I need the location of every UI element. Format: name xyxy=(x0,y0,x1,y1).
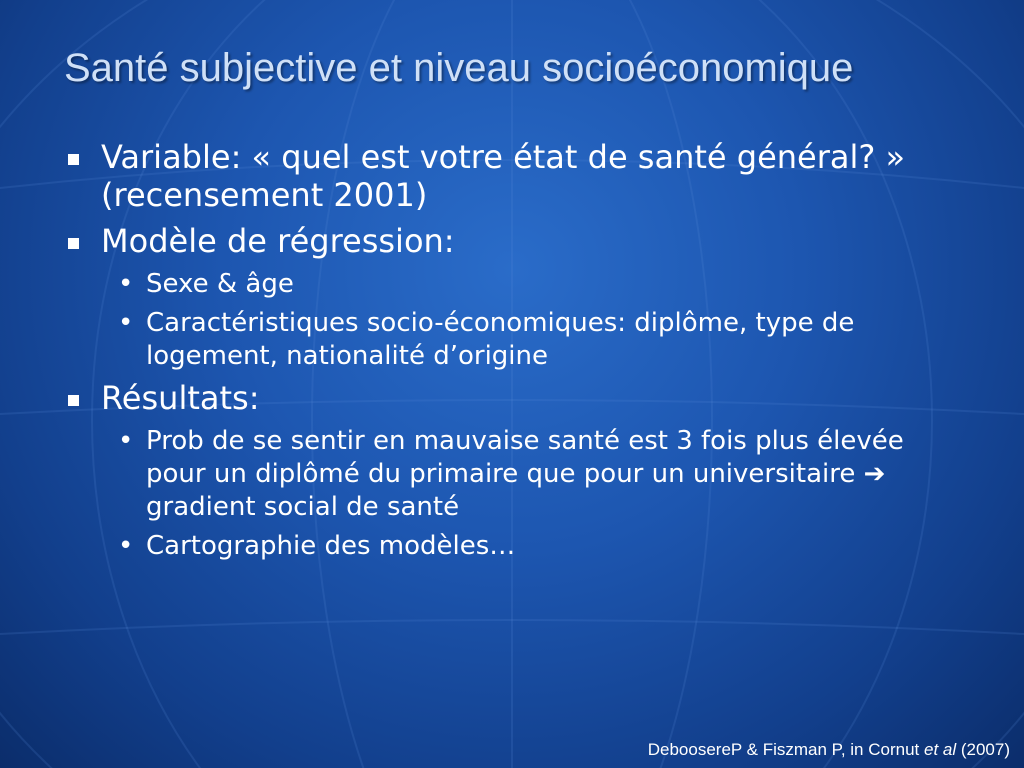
sub-bullet-text: Sexe & âge xyxy=(146,269,294,299)
slide-content xyxy=(64,138,964,569)
bullet-text: Variable: « quel est votre état de santé général? » (recensement 2001) xyxy=(101,138,906,214)
bullet-variable xyxy=(64,138,964,214)
citation-authors: DeboosereP & Fiszman P, in Cornut xyxy=(647,740,920,759)
citation xyxy=(648,740,1010,760)
citation-year: (2007) xyxy=(960,740,1010,759)
citation-etal: et al xyxy=(923,740,957,759)
dot-bullet-icon: • xyxy=(118,531,134,561)
square-bullet-icon xyxy=(68,395,79,406)
square-bullet-icon xyxy=(68,154,79,165)
sub-bullet-text: Caractéristiques socio-économiques: diplôme, type de logement, nationalité d’origine xyxy=(146,308,855,371)
sub-bullet-probabilite xyxy=(64,425,964,524)
sub-bullet-text: Prob de se sentir en mauvaise santé est 3 fois plus élevée pour un diplômé du primaire que pour un universitaire xyxy=(146,426,904,489)
right-arrow-icon: ➔ xyxy=(863,459,886,489)
dot-bullet-icon: • xyxy=(118,308,134,338)
dot-bullet-icon: • xyxy=(118,426,134,456)
bullet-modele xyxy=(64,222,964,260)
sub-bullet-sexe-age xyxy=(64,268,964,301)
sub-bullet-text-continued: gradient social de santé xyxy=(146,492,460,522)
dot-bullet-icon: • xyxy=(118,269,134,299)
square-bullet-icon xyxy=(68,238,79,249)
sub-bullet-caracteristiques xyxy=(64,307,964,373)
bullet-resultats xyxy=(64,379,964,417)
sub-bullet-text: Cartographie des modèles… xyxy=(146,531,516,561)
slide-title: Santé subjective et niveau socioéconomique xyxy=(64,46,854,90)
bullet-text: Résultats: xyxy=(101,379,260,417)
sub-bullet-cartographie xyxy=(64,530,964,563)
bullet-text: Modèle de régression: xyxy=(101,222,455,260)
